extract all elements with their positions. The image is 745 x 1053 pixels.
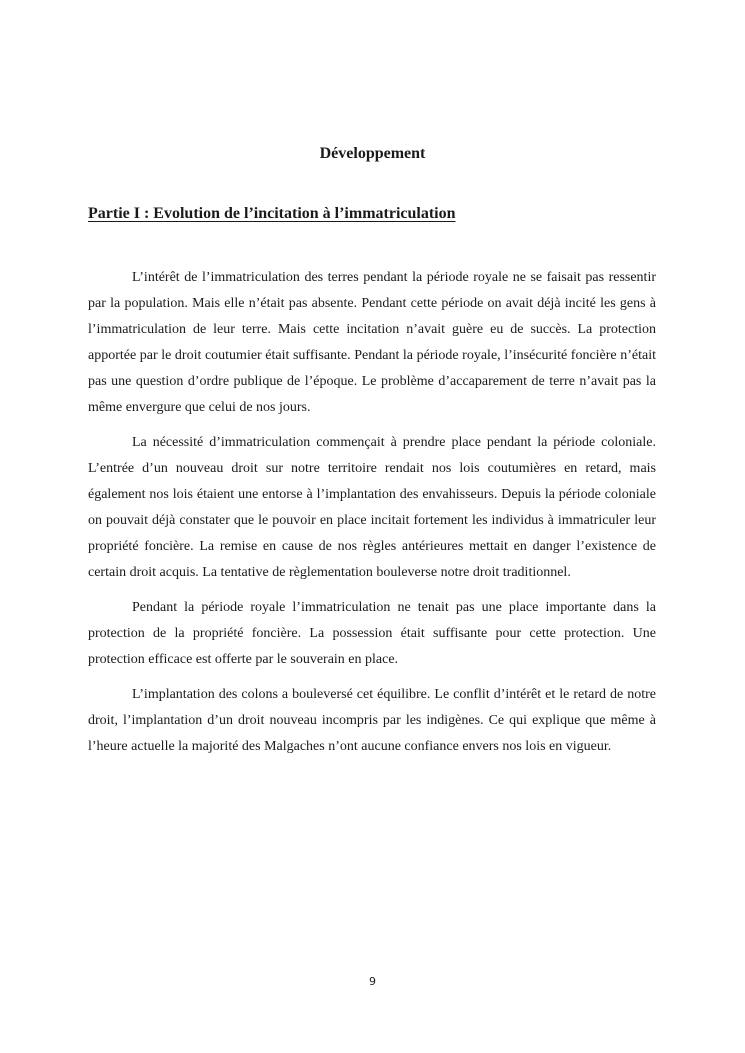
paragraph: Pendant la période royale l’immatriculation ne tenait pas une place importante dans la protection de la propriété foncière. La possession était suffisante pour cette protection. Une protection efficace est offerte par le souverain en place. bbox=[88, 600, 656, 667]
paragraph: La nécessité d’immatriculation commençait à prendre place pendant la période coloniale. L’entrée d’un nouveau droit sur notre territoire rendait nos lois coutumières en retard, mais également nos lois étaient une entorse à l’implantation des envahisseurs. Depuis la période coloniale on pouvait déjà constater que le pouvoir en place incitait fortement les individus à immatriculer leur propriété foncière. La remise en cause de nos règles antérieures mettait en danger l’existence de certain droit acquis. La tentative de règlementation bouleverse notre droit traditionnel. bbox=[88, 435, 656, 580]
paragraph: L’intérêt de l’immatriculation des terres pendant la période royale ne se faisait pas ressentir par la population. Mais elle n’était pas absente. Pendant cette période on avait déjà incité les gens à l’immatriculation de leur terre. Mais cette incitation n’avait guère eu de succès. La protection apportée par le droit coutumier était suffisante. Pendant la période royale, l’insécurité foncière n’était pas une question d’ordre publique de l’époque. Le problème d’accaparement de terre n’avait pas la même envergure que celui de nos jours. bbox=[88, 270, 656, 415]
section-heading: Partie I : Evolution de l’incitation à l’immatriculation bbox=[88, 205, 456, 222]
page-title: Développement bbox=[319, 145, 426, 162]
body-text bbox=[88, 265, 656, 769]
paragraph: L’implantation des colons a bouleversé cet équilibre. Le conflit d’intérêt et le retard de notre droit, l’implantation d’un droit nouveau incompris par les indigènes. Ce qui explique que même à l’heure actuelle la majorité des Malgaches n’ont aucune confiance envers nos lois en vigueur. bbox=[88, 687, 656, 754]
page-number: 9 bbox=[369, 975, 376, 988]
